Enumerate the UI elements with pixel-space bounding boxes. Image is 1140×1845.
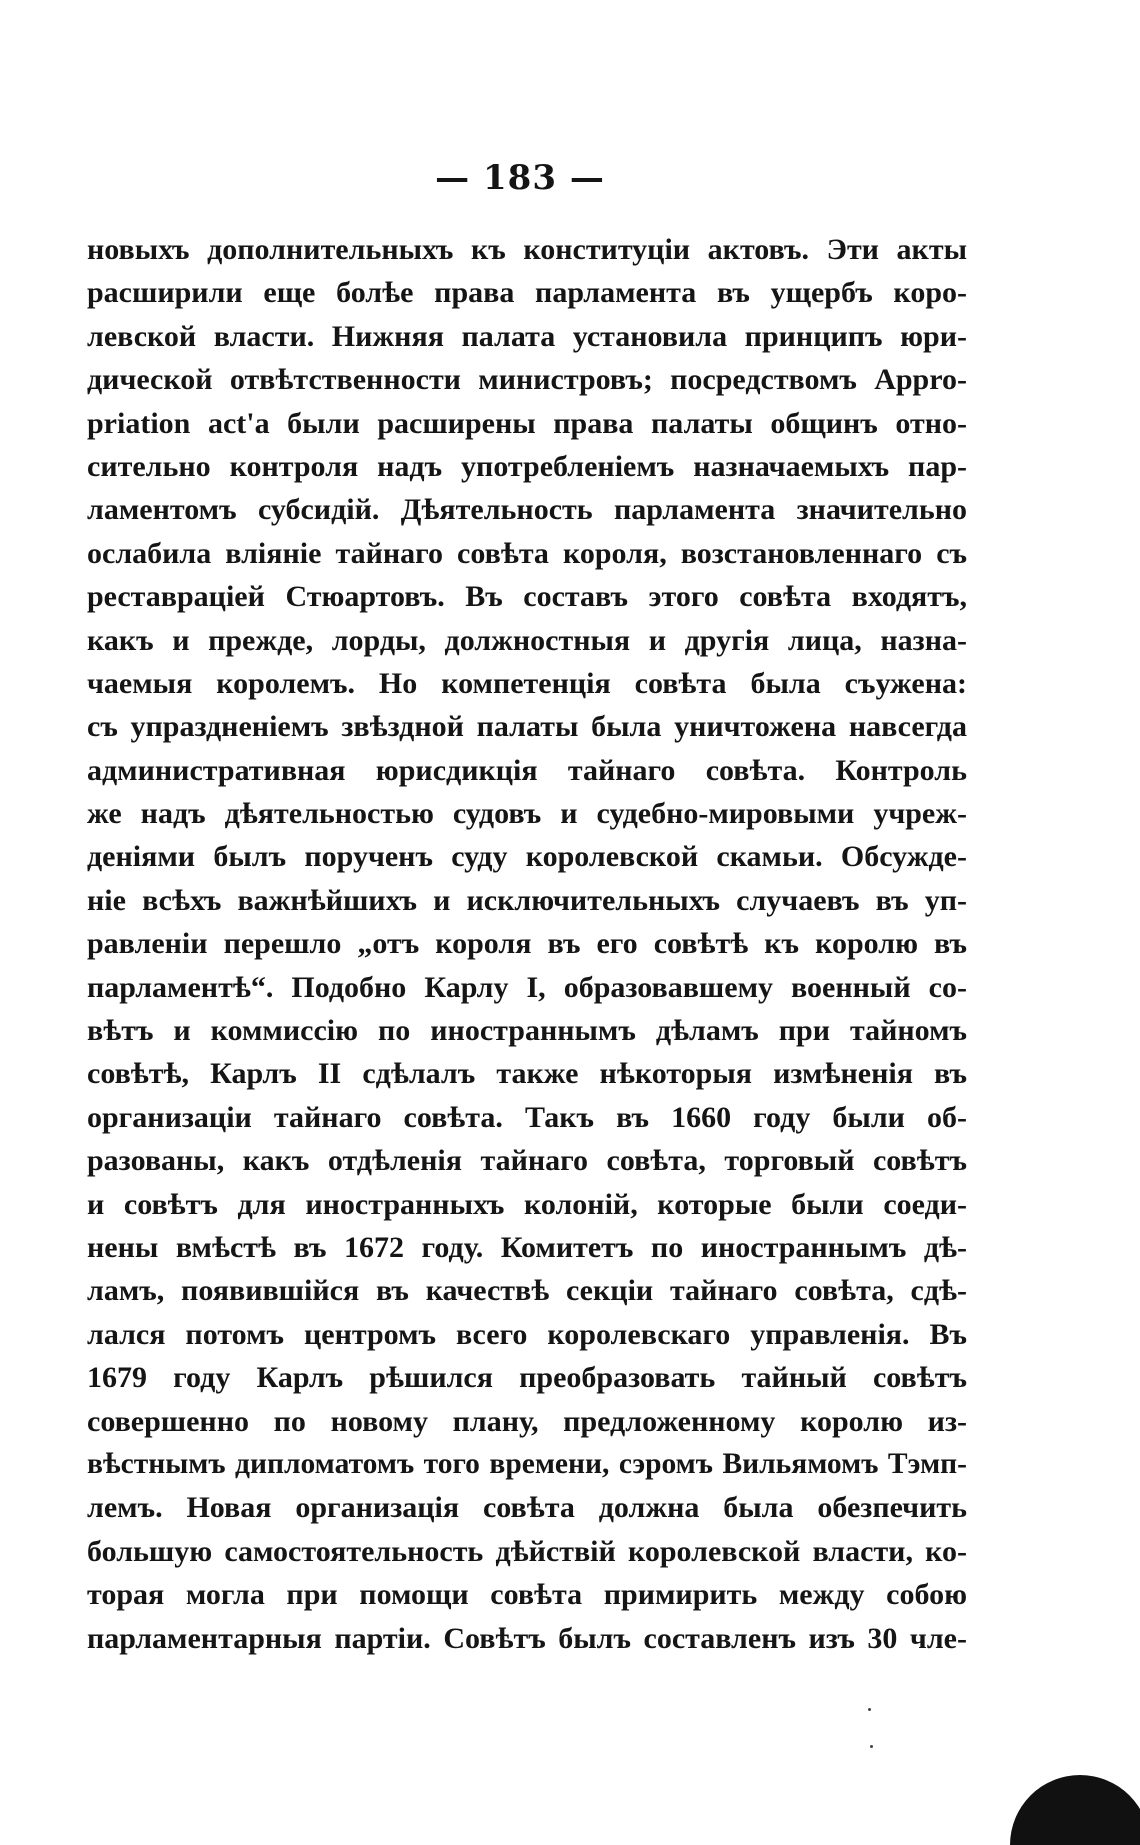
text-line: реставраціей Стюартовъ. Въ составъ этого совѣта входятъ, xyxy=(87,580,967,614)
text-line: же надъ дѣятельностью судовъ и судебно-мировыми учреж- xyxy=(87,797,967,831)
ink-speck xyxy=(870,1745,873,1748)
text-line: парламентарныя партіи. Совѣтъ былъ составленъ изъ 30 чле- xyxy=(87,1621,967,1655)
text-line: деніями былъ порученъ суду королевской скамьи. Обсужде- xyxy=(87,840,967,874)
text-line: лался потомъ центромъ всего королевскаго управленія. Въ xyxy=(87,1317,967,1351)
text-line: расширили еще болѣе права парламента въ ущербъ коро- xyxy=(87,276,967,310)
text-line: вѣстнымъ дипломатомъ того времени, сэромъ Вильямомъ Тэмп- xyxy=(87,1447,967,1480)
text-line: ослабила вліяніе тайнаго совѣта короля, возстановленнаго съ xyxy=(87,536,967,570)
text-line: priation act'а были расширены права палаты общинъ отно- xyxy=(87,406,967,440)
text-line: равленіи перешло „отъ короля въ его совѣтѣ къ королю въ xyxy=(87,927,967,961)
text-line: нены вмѣстѣ въ 1672 году. Комитетъ по иностраннымъ дѣ- xyxy=(87,1230,967,1264)
text-line: совершенно по новому плану, предложенному королю из- xyxy=(87,1404,967,1438)
text-line: административная юрисдикція тайнаго совѣта. Контроль xyxy=(87,753,967,787)
text-line: организаціи тайнаго совѣта. Такъ въ 1660 году были об- xyxy=(87,1100,967,1134)
text-line: ніе всѣхъ важнѣйшихъ и исключительныхъ случаевъ въ уп- xyxy=(87,883,967,917)
text-line: большую самостоятельность дѣйствій королевской власти, ко- xyxy=(87,1534,967,1568)
text-line: съ упраздненіемъ звѣздной палаты была уничтожена навсегда xyxy=(87,710,967,744)
text-line: торая могла при помощи совѣта примирить между собою xyxy=(87,1578,967,1612)
text-line: чаемыя королемъ. Но компетенція совѣта была съужена: xyxy=(87,666,967,700)
text-line: дической отвѣтственности министровъ; посредствомъ Appro- xyxy=(87,363,967,397)
text-line: и совѣтъ для иностранныхъ колоній, которые были соеди- xyxy=(87,1187,967,1221)
text-line: сительно контроля надъ употребленіемъ назначаемыхъ пар- xyxy=(87,449,967,483)
text-line: какъ и прежде, лорды, должностныя и другія лица, назна- xyxy=(87,623,967,657)
text-line: парламентѣ“. Подобно Карлу I, образовавшему военный со- xyxy=(87,970,967,1004)
text-line: разованы, какъ отдѣленія тайнаго совѣта, торговый совѣтъ xyxy=(87,1144,967,1178)
text-line: левской власти. Нижняя палата установила принципъ юри- xyxy=(87,319,967,353)
ink-speck xyxy=(868,1708,871,1711)
text-line: вѣтъ и коммиссію по иностраннымъ дѣламъ при тайномъ xyxy=(87,1014,967,1048)
text-line: 1679 году Карлъ рѣшился преобразовать тайный совѣтъ xyxy=(87,1361,967,1395)
text-line: совѣтѣ, Карлъ II сдѣлалъ также нѣкоторыя измѣненія въ xyxy=(87,1057,967,1091)
text-line: ламентомъ субсидій. Дѣятельность парламента значительно xyxy=(87,493,967,527)
text-line: новыхъ дополнительныхъ къ конституціи актовъ. Эти акты xyxy=(87,233,967,266)
text-line: лемъ. Новая организація совѣта должна была обезпечить xyxy=(87,1491,967,1525)
page-number: — 183 — xyxy=(435,158,605,198)
text-line: ламъ, появившійся въ качествѣ секціи тайнаго совѣта, сдѣ- xyxy=(87,1274,967,1308)
body-text xyxy=(87,228,967,1660)
page-corner-shadow xyxy=(1010,1775,1140,1845)
